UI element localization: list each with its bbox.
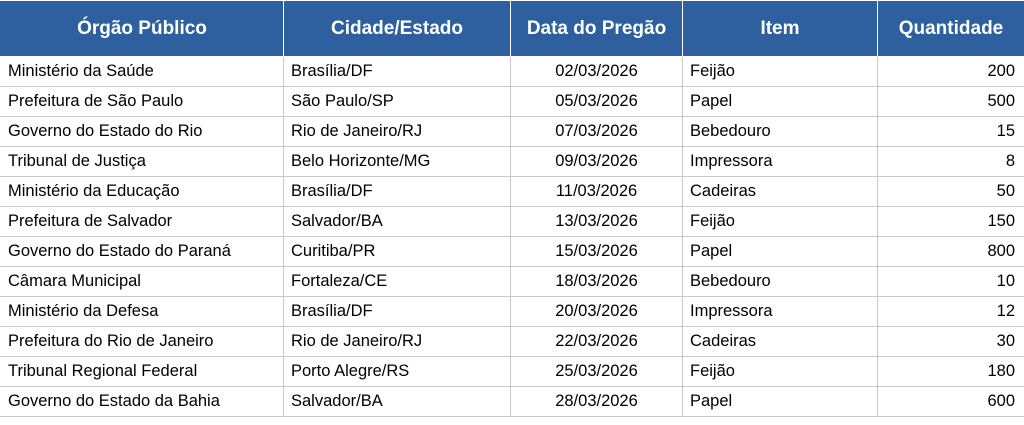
table-cell[interactable]: Feijão xyxy=(683,57,878,87)
table-row[interactable] xyxy=(1,267,1024,297)
table-cell[interactable]: Bebedouro xyxy=(683,267,878,297)
table-row[interactable] xyxy=(1,387,1024,417)
table-cell[interactable]: Bebedouro xyxy=(683,117,878,147)
table-row[interactable] xyxy=(1,87,1024,117)
table-cell[interactable]: Rio de Janeiro/RJ xyxy=(284,327,511,357)
table-cell[interactable]: 11/03/2026 xyxy=(511,177,683,207)
table-cell[interactable]: Brasília/DF xyxy=(284,297,511,327)
table-cell[interactable]: 05/03/2026 xyxy=(511,87,683,117)
table-cell[interactable]: Impressora xyxy=(683,297,878,327)
table-cell[interactable]: Cadeiras xyxy=(683,177,878,207)
table-cell[interactable]: Brasília/DF xyxy=(284,57,511,87)
table-cell[interactable]: 150 xyxy=(878,207,1024,237)
table-cell[interactable]: Tribunal Regional Federal xyxy=(1,357,284,387)
table-cell[interactable]: 07/03/2026 xyxy=(511,117,683,147)
table-cell[interactable]: Curitiba/PR xyxy=(284,237,511,267)
table-cell[interactable]: Governo do Estado do Rio xyxy=(1,117,284,147)
table-cell[interactable]: Brasília/DF xyxy=(284,177,511,207)
table-cell[interactable]: Tribunal de Justiça xyxy=(1,147,284,177)
table-cell[interactable]: 200 xyxy=(878,57,1024,87)
column-header-orgao-publico[interactable]: Órgão Público xyxy=(1,1,284,57)
table-cell[interactable]: Feijão xyxy=(683,207,878,237)
table-cell[interactable]: Prefeitura de Salvador xyxy=(1,207,284,237)
table-row[interactable] xyxy=(1,207,1024,237)
table-cell[interactable]: Câmara Municipal xyxy=(1,267,284,297)
table-cell[interactable]: 12 xyxy=(878,297,1024,327)
table-cell[interactable]: São Paulo/SP xyxy=(284,87,511,117)
column-header-cidade-estado[interactable]: Cidade/Estado xyxy=(284,1,511,57)
table-row[interactable] xyxy=(1,117,1024,147)
table-cell[interactable]: Governo do Estado da Bahia xyxy=(1,387,284,417)
table-cell[interactable]: Prefeitura de São Paulo xyxy=(1,87,284,117)
table-cell[interactable]: Ministério da Defesa xyxy=(1,297,284,327)
column-header-item[interactable]: Item xyxy=(683,1,878,57)
table-cell[interactable]: Papel xyxy=(683,387,878,417)
table-cell[interactable]: Papel xyxy=(683,237,878,267)
table-row[interactable] xyxy=(1,177,1024,207)
table-cell[interactable]: Ministério da Educação xyxy=(1,177,284,207)
table-cell[interactable]: 30 xyxy=(878,327,1024,357)
table-row[interactable] xyxy=(1,327,1024,357)
table-cell[interactable]: Salvador/BA xyxy=(284,207,511,237)
table-cell[interactable]: Rio de Janeiro/RJ xyxy=(284,117,511,147)
table-cell[interactable]: 15 xyxy=(878,117,1024,147)
table-row[interactable] xyxy=(1,297,1024,327)
table-row[interactable] xyxy=(1,237,1024,267)
table-cell[interactable]: 18/03/2026 xyxy=(511,267,683,297)
table-row[interactable] xyxy=(1,57,1024,87)
table-cell[interactable]: Papel xyxy=(683,87,878,117)
table-cell[interactable]: 20/03/2026 xyxy=(511,297,683,327)
column-header-data-do-pregao[interactable]: Data do Pregão xyxy=(511,1,683,57)
table-cell[interactable]: 600 xyxy=(878,387,1024,417)
table-cell[interactable]: 50 xyxy=(878,177,1024,207)
table-cell[interactable]: Governo do Estado do Paraná xyxy=(1,237,284,267)
table-cell[interactable]: 500 xyxy=(878,87,1024,117)
table-cell[interactable]: 02/03/2026 xyxy=(511,57,683,87)
table-cell[interactable]: Salvador/BA xyxy=(284,387,511,417)
table-cell[interactable]: 180 xyxy=(878,357,1024,387)
table-cell[interactable]: 09/03/2026 xyxy=(511,147,683,177)
table-cell[interactable]: Cadeiras xyxy=(683,327,878,357)
table-cell[interactable]: 22/03/2026 xyxy=(511,327,683,357)
table-cell[interactable]: Porto Alegre/RS xyxy=(284,357,511,387)
table-cell[interactable]: 800 xyxy=(878,237,1024,267)
table-cell[interactable]: Fortaleza/CE xyxy=(284,267,511,297)
table-cell[interactable]: Prefeitura do Rio de Janeiro xyxy=(1,327,284,357)
column-header-quantidade[interactable]: Quantidade xyxy=(878,1,1024,57)
table-cell[interactable]: 8 xyxy=(878,147,1024,177)
table-cell[interactable]: Ministério da Saúde xyxy=(1,57,284,87)
table-header-row xyxy=(1,1,1024,57)
table-cell[interactable]: Feijão xyxy=(683,357,878,387)
table-cell[interactable]: 25/03/2026 xyxy=(511,357,683,387)
table-row[interactable] xyxy=(1,147,1024,177)
table-cell[interactable]: 28/03/2026 xyxy=(511,387,683,417)
table-cell[interactable]: 15/03/2026 xyxy=(511,237,683,267)
table-body xyxy=(1,57,1024,417)
table-row[interactable] xyxy=(1,357,1024,387)
table-cell[interactable]: 13/03/2026 xyxy=(511,207,683,237)
table-header xyxy=(1,1,1024,57)
table-cell[interactable]: 10 xyxy=(878,267,1024,297)
table-cell[interactable]: Impressora xyxy=(683,147,878,177)
table-cell[interactable]: Belo Horizonte/MG xyxy=(284,147,511,177)
